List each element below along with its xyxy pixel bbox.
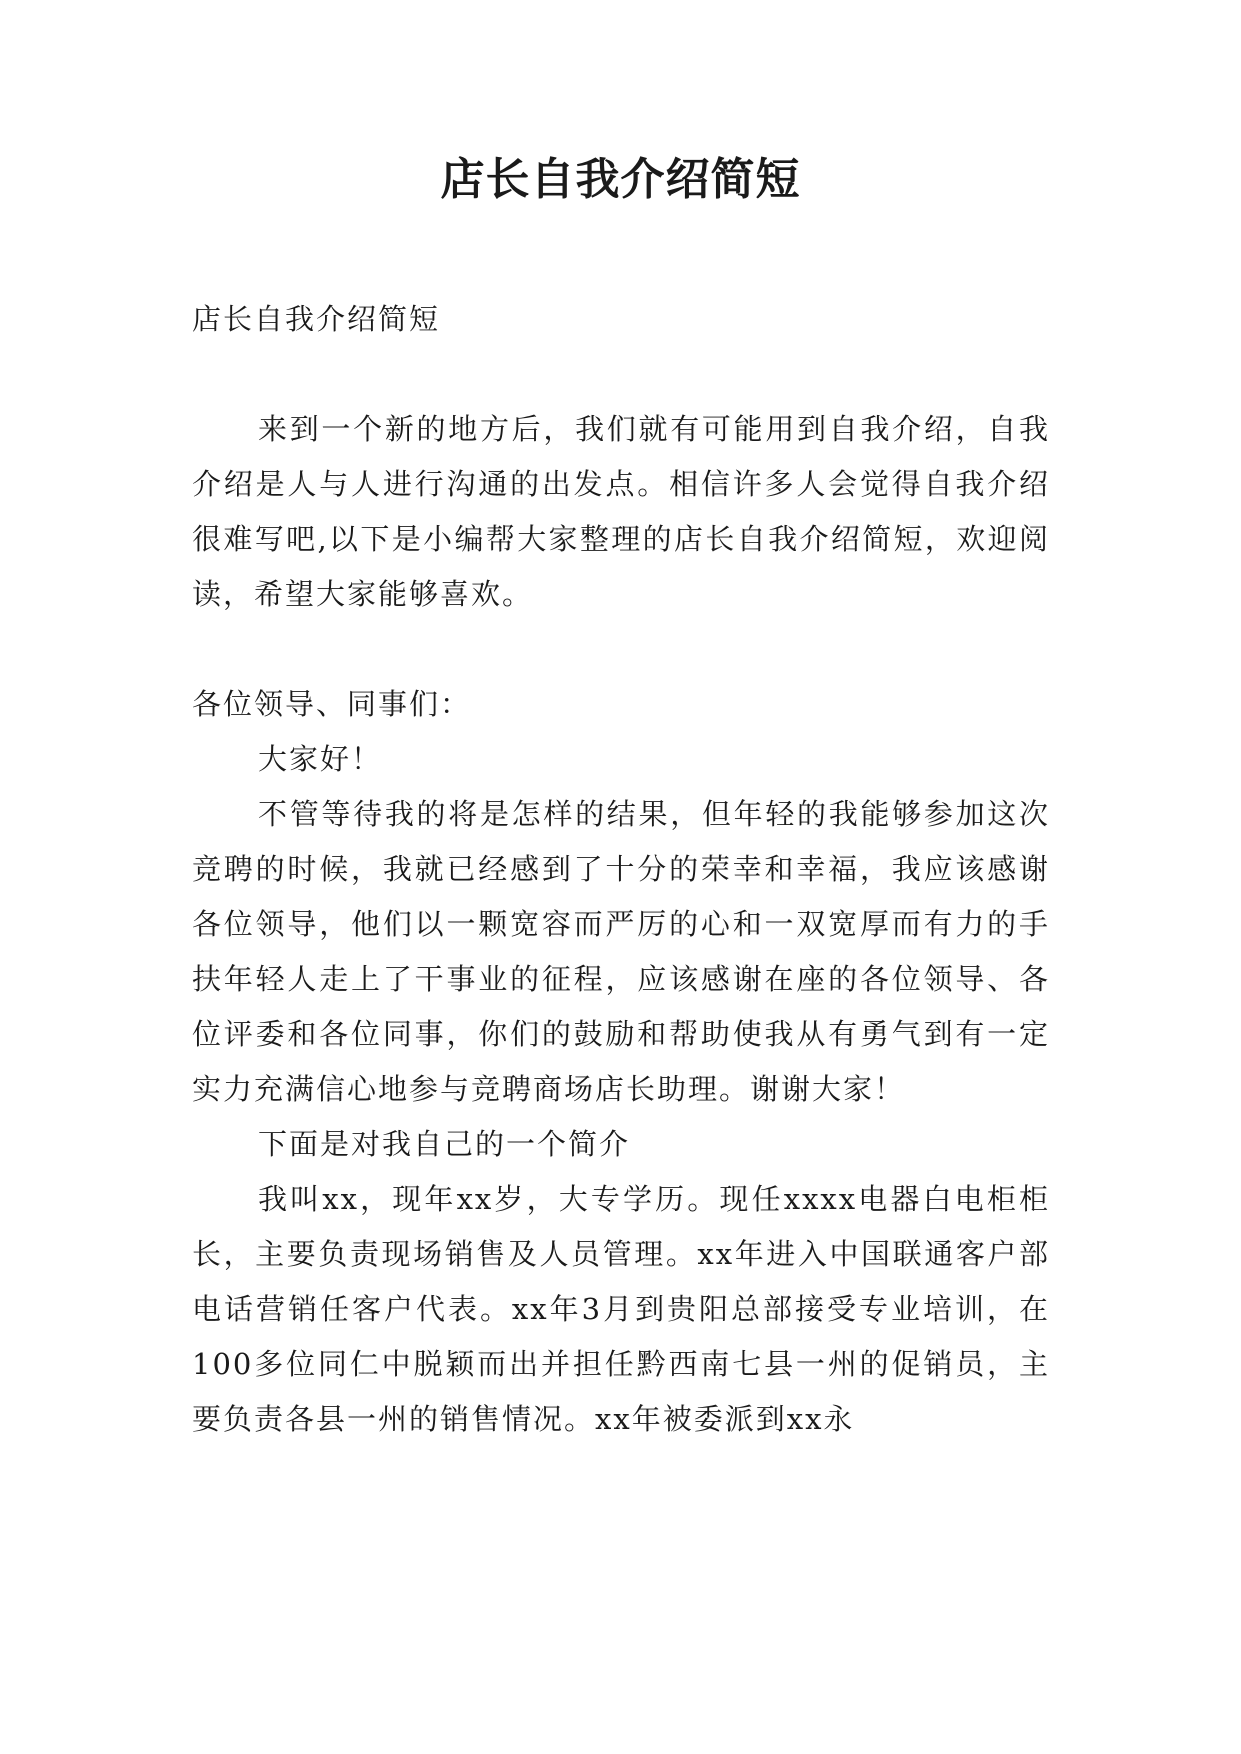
document-title: 店长自我介绍简短 [440, 154, 801, 205]
intro-paragraph: 来到一个新的地方后，我们就有可能用到自我介绍，自我介绍是人与人进行沟通的出发点。相信许多人会觉得自我介绍很难写吧,以下是小编帮大家整理的店长自我介绍简短，欢迎阅读，希望大家能够喜欢。 [192, 412, 1050, 611]
salutation-paragraph: 各位领导、同事们： [192, 687, 472, 721]
intro-heading-paragraph: 下面是对我自己的一个简介 [258, 1127, 631, 1161]
document-subtitle: 店长自我介绍简短 [192, 302, 441, 336]
greeting-paragraph: 大家好！ [258, 742, 383, 776]
document-body [192, 292, 1050, 1447]
bio-paragraph: 我叫xx，现年xx岁，大专学历。现任xxxx电器白电柜柜长，主要负责现场销售及人员管理。xx年进入中国联通客户部电话营销任客户代表。xx年3月到贵阳总部接受专业培训，在100多位同仁中脱颖而出并担任黔西南七县一州的促销员，主要负责各县一州的销售情况。xx年被委派到xx永 [192, 1182, 1050, 1436]
thanks-paragraph: 不管等待我的将是怎样的结果，但年轻的我能够参加这次竞聘的时候，我就已经感到了十分的荣幸和幸福，我应该感谢各位领导，他们以一颗宽容而严厉的心和一双宽厚而有力的手扶年轻人走上了干事业的征程，应该感谢在座的各位领导、各位评委和各位同事，你们的鼓励和帮助使我从有勇气到有一定实力充满信心地参与竞聘商场店长助理。谢谢大家！ [192, 797, 1050, 1106]
